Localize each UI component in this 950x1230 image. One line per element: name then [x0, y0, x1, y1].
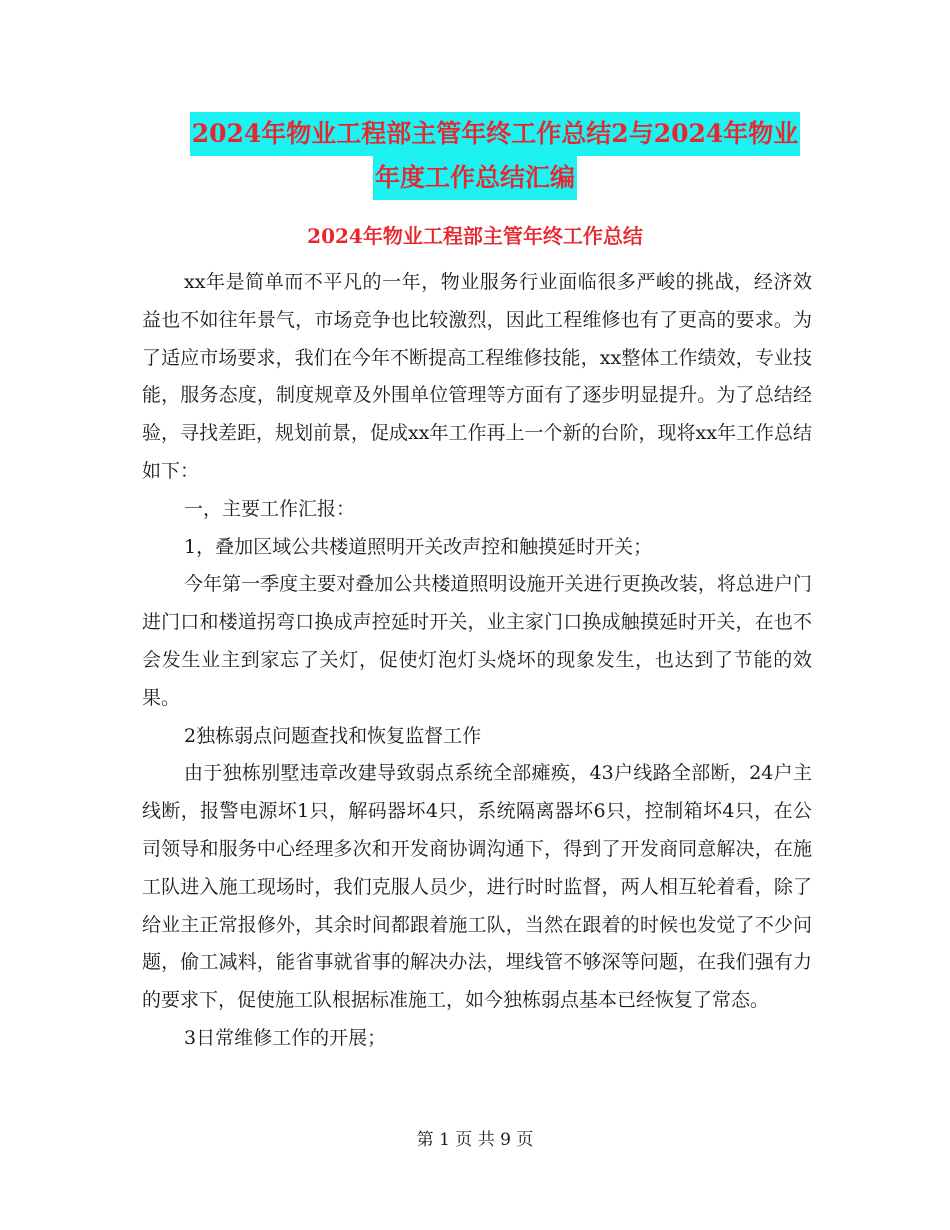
title-line-1: 2024年物业工程部主管年终工作总结2与2024年物业 [190, 112, 801, 156]
document-body [142, 264, 812, 1058]
document-title [0, 112, 950, 200]
paragraph-item-1: 1，叠加区域公共楼道照明开关改声控和触摸延时开关； [184, 535, 653, 558]
paragraph-item-2: 2独栋弱点问题查找和恢复监督工作 [184, 724, 482, 747]
title-line-2: 年度工作总结汇编 [373, 156, 577, 200]
paragraph-heading-main-work: 一，主要工作汇报： [184, 497, 356, 520]
page-footer: 第 1 页 共 9 页 [416, 1130, 534, 1150]
paragraph-item-1-detail: 今年第一季度主要对叠加公共楼道照明设施开关进行更换改装，将总进户门进门口和楼道拐弯口换成声控延时开关，业主家门口换成触摸延时开关，在也不会发生业主到家忘了关灯，促使灯泡灯头烧坏的现象发生，也达到了节能的效果。 [142, 573, 812, 709]
paragraph-item-2-detail: 由于独栋别墅违章改建导致弱点系统全部瘫痪，43户线路全部断，24户主线断，报警电源坏1只，解码器坏4只，系统隔离器坏6只，控制箱坏4只，在公司领导和服务中心经理多次和开发商协调沟通下，得到了开发商同意解决，在施工队进入施工现场时，我们克服人员少，进行时时监督，两人相互轮着看，除了给业主正常报修外，其余时间都跟着施工队，当然在跟着的时候也发觉了不少问题，偷工减料，能省事就省事的解决办法，埋线管不够深等问题，在我们强有力的要求下，促使施工队根据标准施工，如今独栋弱点基本已经恢复了常态。 [142, 762, 812, 1012]
paragraph-item-3: 3日常维修工作的开展； [184, 1026, 387, 1049]
paragraph-intro: xx年是简单而不平凡的一年，物业服务行业面临很多严峻的挑战，经济效益也不如往年景气，市场竞争也比较激烈，因此工程维修也有了更高的要求。为了适应市场要求，我们在今年不断提高工程维修技能，xx整体工作绩效，专业技能，服务态度，制度规章及外围单位管理等方面有了逐步明显提升。为了总结经验，寻找差距，规划前景，促成xx年工作再上一个新的台阶，现将xx年工作总结如下： [142, 271, 812, 482]
section-subtitle: 2024年物业工程部主管年终工作总结 [307, 224, 643, 248]
